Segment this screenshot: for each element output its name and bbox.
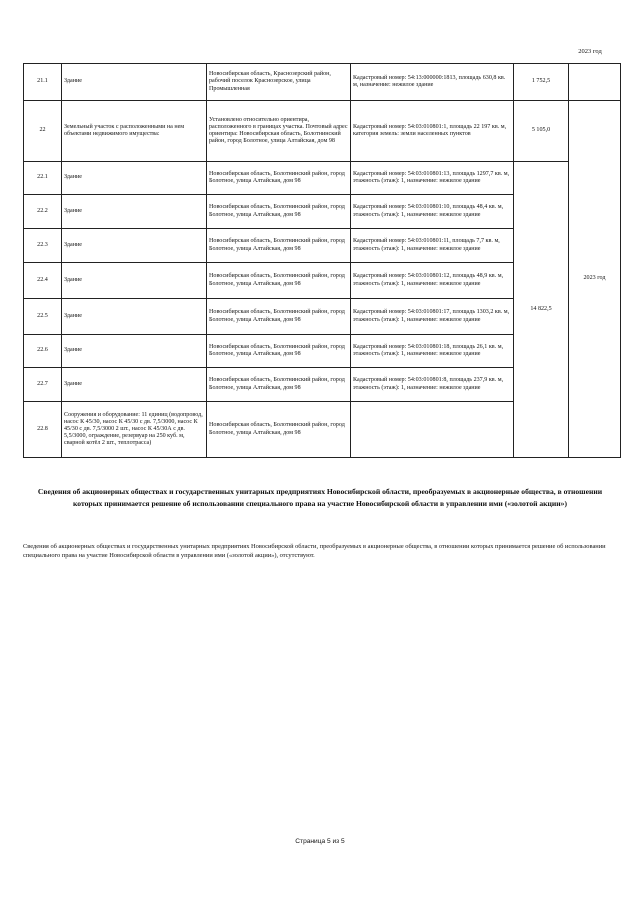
- row-number: 22.3: [24, 229, 62, 263]
- section-paragraph: Сведения об акционерных обществах и государственных унитарных предприятиях Новосибирской области, преобразуемых в акционерные общества, в отношении которых принимается решение об использовании специального права на участие Новосибирской области в управлении ими («золотой акции»), отсутствуют.: [23, 543, 606, 559]
- object-name: Здание: [62, 335, 207, 368]
- object-description: Кадастровый номер: 54:03:010801:1, площадь 22 197 кв. м, категория земель: земли населенных пунктов: [351, 101, 514, 162]
- row-number: 21.1: [24, 64, 62, 101]
- row-number: 22: [24, 101, 62, 162]
- object-description: Кадастровый номер: 54:03:010801:12, площадь 48,9 кв. м, этажность (этаж): 1, назначение: нежилое здание: [351, 263, 514, 299]
- object-address: Новосибирская область, Болотнинский район, город Болотное, улица Алтайская, дом 98: [207, 162, 351, 195]
- object-description: [351, 402, 514, 458]
- row-number: 22.1: [24, 162, 62, 195]
- object-name: Сооружения и оборудование: 11 единиц (водопровод, насос К 45/30, насос К 45/30 с дв. 7,5/3000, насос К 45/30 с дв. 7,5/3000 2 шт., насос К 45/30А с дв. 5,5/3000, ограждение, резервуар на 250 куб. м, сварной котёл 2 шт., теплотрасса): [62, 402, 207, 458]
- object-address: Новосибирская область, Болотнинский район, город Болотное, улица Алтайская, дом 98: [207, 263, 351, 299]
- object-description: Кадастровый номер: 54:03:010801:17, площадь 1303,2 кв. м, этажность (этаж): 1, назначение: нежилое здание: [351, 299, 514, 335]
- assets-table: [23, 63, 621, 458]
- object-name: Здание: [62, 195, 207, 229]
- group-area: 14 822,5: [514, 162, 569, 458]
- object-name: Здание: [62, 368, 207, 402]
- object-address: Новосибирская область, Болотнинский район, город Болотное, улица Алтайская, дом 98: [207, 195, 351, 229]
- object-address: Новосибирская область, Болотнинский район, город Болотное, улица Алтайская, дом 98: [207, 335, 351, 368]
- row-number: 22.4: [24, 263, 62, 299]
- object-description: Кадастровый номер: 54:03:010801:8, площадь 237,9 кв. м, этажность (этаж): 1, назначение: нежилое здание: [351, 368, 514, 402]
- table-row: [24, 64, 621, 101]
- object-address: Новосибирская область, Болотнинский район, город Болотное, улица Алтайская, дом 98: [207, 299, 351, 335]
- object-description: Кадастровый номер: 54:03:010801:11, площадь 7,7 кв. м, этажность (этаж): 1, назначение: нежилое здание: [351, 229, 514, 263]
- year-cell: 2023 год: [569, 101, 621, 458]
- table-row: [24, 101, 621, 162]
- object-name: Здание: [62, 263, 207, 299]
- table-row: [24, 162, 621, 195]
- object-name: Здание: [62, 162, 207, 195]
- object-area: 1 752,5: [514, 64, 569, 101]
- object-name: Здание: [62, 64, 207, 101]
- row-number: 22.2: [24, 195, 62, 229]
- object-address: Новосибирская область, Болотнинский район, город Болотное, улица Алтайская, дом 98: [207, 368, 351, 402]
- object-description: Кадастровый номер: 54:03:010801:10, площадь 48,4 кв. м, этажность (этаж): 1, назначение: нежилое здание: [351, 195, 514, 229]
- page-number: Страница 5 из 5: [295, 838, 345, 845]
- row-number: 22.5: [24, 299, 62, 335]
- row-number: 22.6: [24, 335, 62, 368]
- object-description: Кадастровый номер: 54:03:010801:13, площадь 1297,7 кв. м, этажность (этаж): 1, назначение: нежилое здание: [351, 162, 514, 195]
- object-name: Здание: [62, 229, 207, 263]
- row-number: 22.8: [24, 402, 62, 458]
- object-address: Новосибирская область, Краснозерский район, рабочий поселок Краснозерское, улица Промышленная: [207, 64, 351, 101]
- object-address: Новосибирская область, Болотнинский район, город Болотное, улица Алтайская, дом 98: [207, 402, 351, 458]
- object-description: Кадастровый номер: 54:03:010801:18, площадь 26,1 кв. м, этажность (этаж): 1, назначение: нежилое здание: [351, 335, 514, 368]
- previous-page-fragment: 2023 год: [578, 48, 602, 55]
- object-name: Здание: [62, 299, 207, 335]
- object-area: 5 105,0: [514, 101, 569, 162]
- object-name: Земельный участок с расположенными на нем объектами недвижимого имущества:: [62, 101, 207, 162]
- row-number: 22.7: [24, 368, 62, 402]
- object-address: Новосибирская область, Болотнинский район, город Болотное, улица Алтайская, дом 98: [207, 229, 351, 263]
- year-cell-continued: [569, 64, 621, 101]
- object-address: Установлено относительно ориентира, расположенного в границах участка. Почтовый адрес ориентира: Новосибирская область, Болотнинский район, город Болотное, улица Алтайская, дом 98: [207, 101, 351, 162]
- object-description: Кадастровый номер: 54:13:000000:1813, площадь 630,8 кв. м, назначение: нежилое здание: [351, 64, 514, 101]
- section-heading: Сведения об акционерных обществах и государственных унитарных предприятиях Новосибирской области, преобразуемых в акционерные общества, в отношении которых принимается решение об использовании специального права на участие Новосибирской области в управлении ими («золотой акции»): [37, 487, 603, 508]
